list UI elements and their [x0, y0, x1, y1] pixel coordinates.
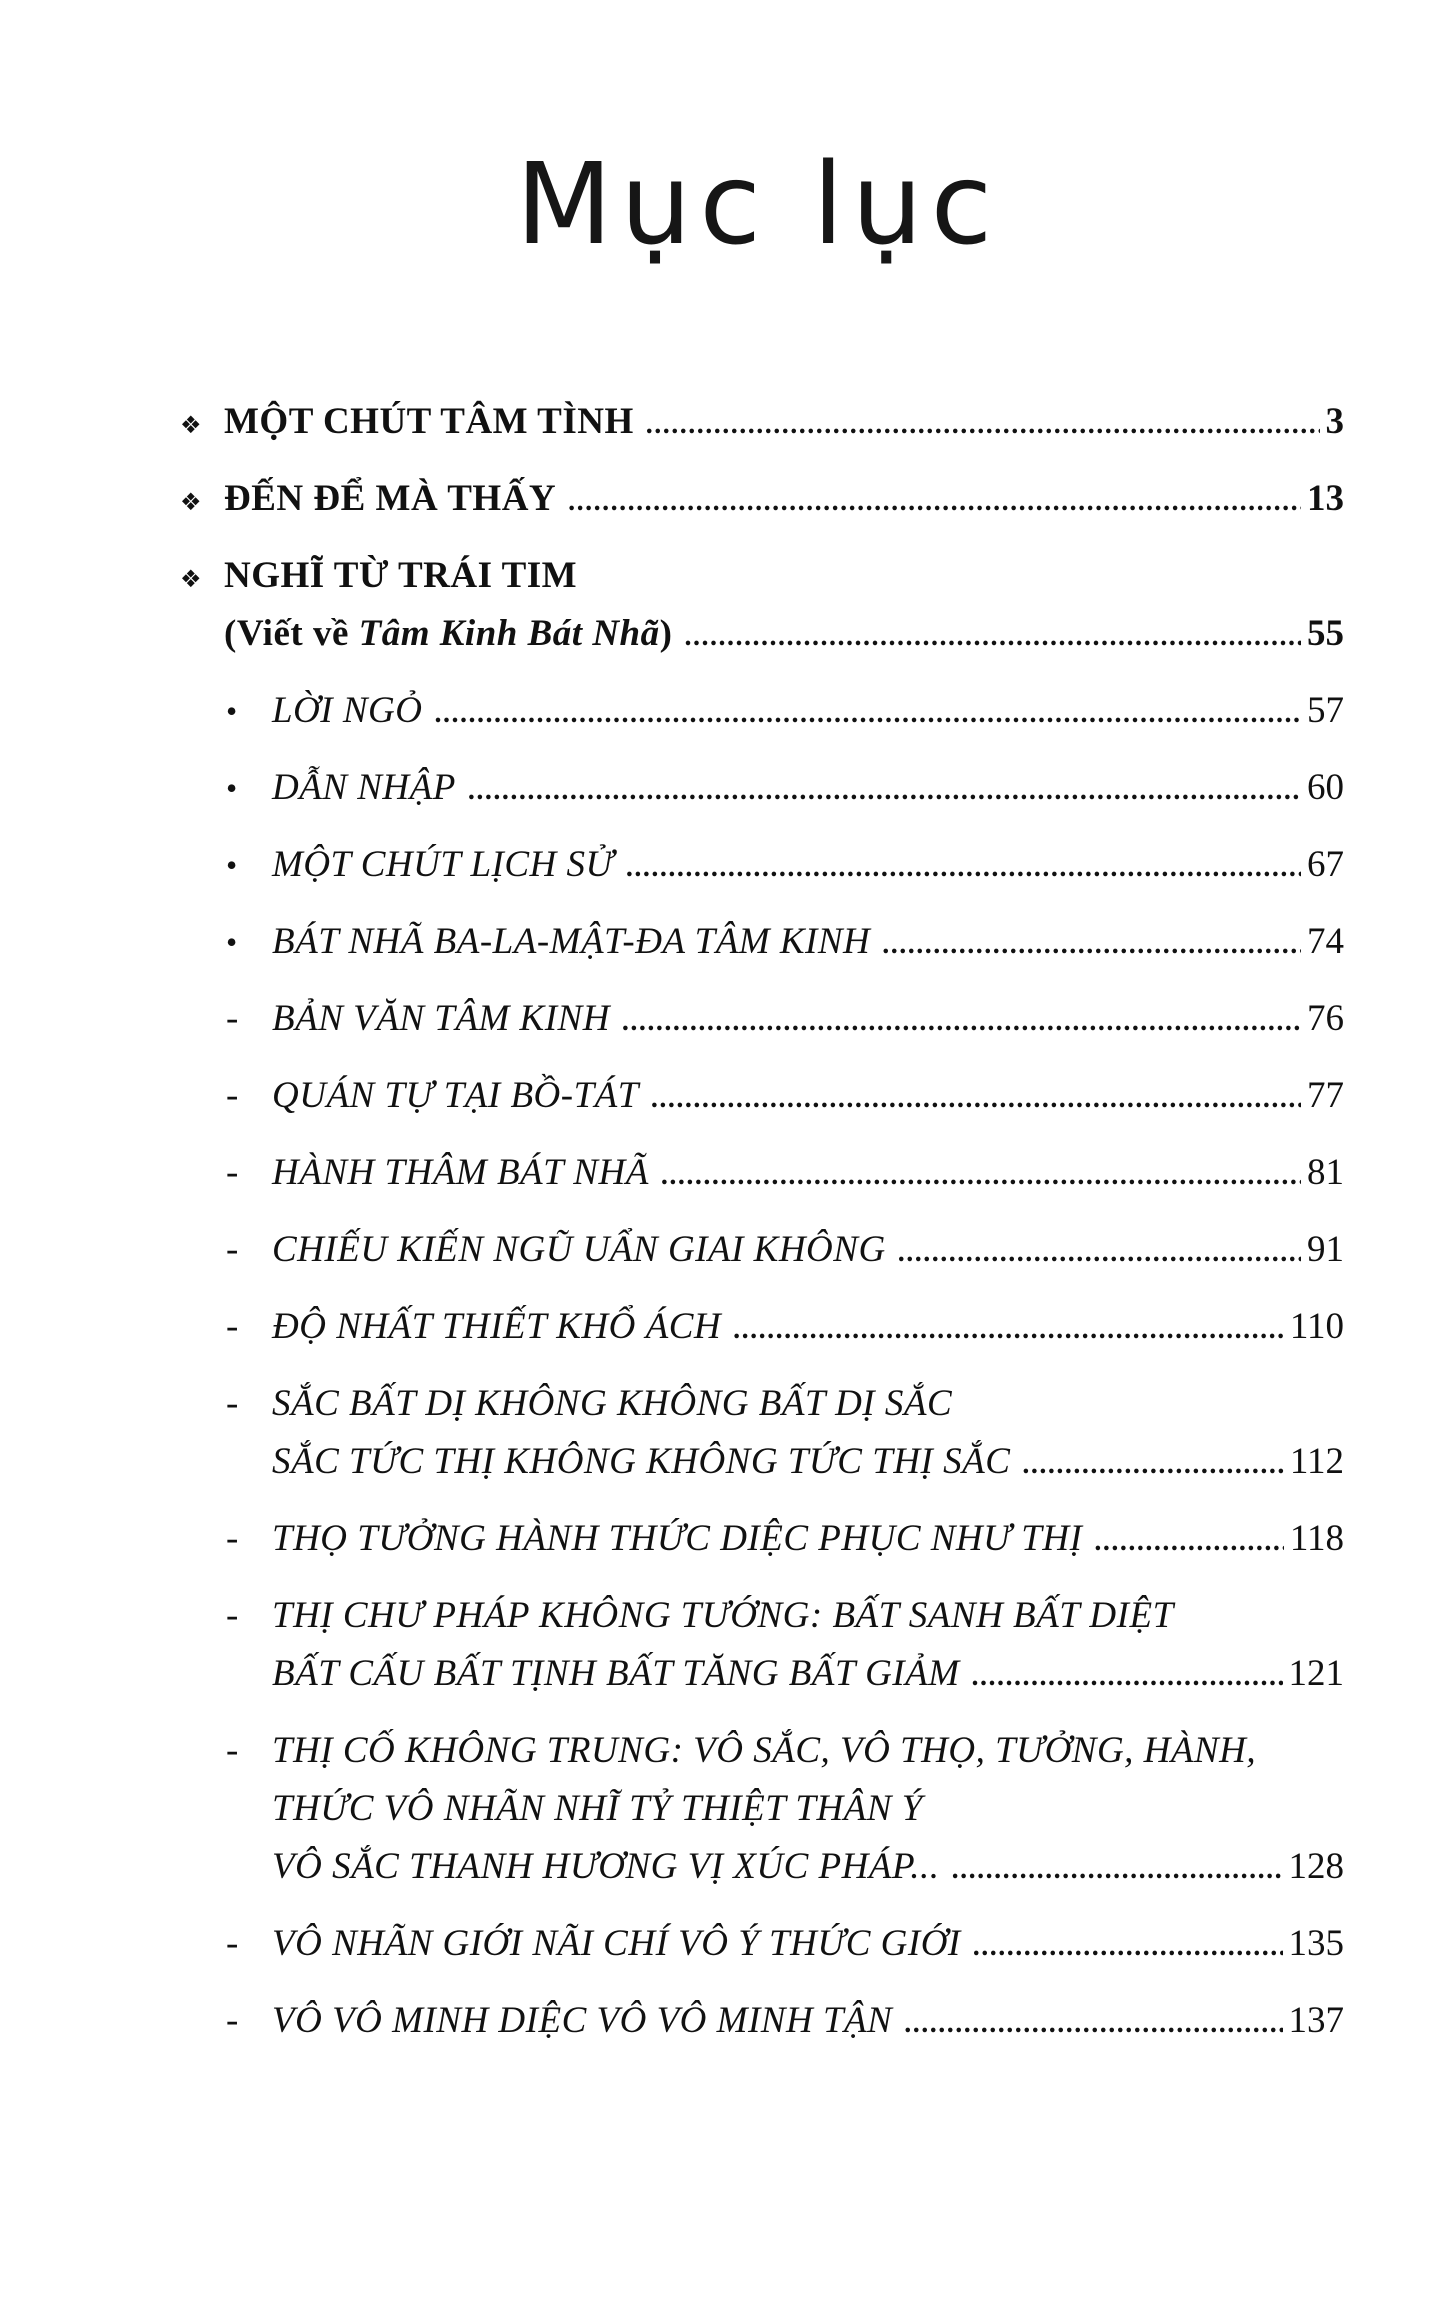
- dash-bullet-icon: -: [226, 1518, 239, 1559]
- dash-bullet-icon: -: [226, 1730, 239, 1771]
- diamond-bullet-icon: ❖: [180, 411, 202, 439]
- entry-label: BẢN VĂN TÂM KINH: [272, 998, 610, 1039]
- toc-entry-line: [180, 1228, 1344, 1286]
- toc-entry-line: [180, 612, 1344, 670]
- entry-label: VÔ NHÃN GIỚI NÃI CHÍ VÔ Ý THỨC GIỚI: [272, 1923, 961, 1964]
- page-number: 121: [1288, 1653, 1344, 1694]
- toc-entry: [180, 1151, 1344, 1209]
- dash-bullet-icon: -: [226, 1383, 239, 1424]
- toc-entry: [180, 1729, 1344, 1903]
- entry-label-prefix: (Viết về: [224, 613, 359, 654]
- dot-leader: [952, 1854, 1283, 1886]
- dot-leader: [468, 775, 1301, 807]
- entry-label: THỨC VÔ NHÃN NHĨ TỶ THIỆT THÂN Ý: [272, 1788, 923, 1829]
- entry-label: THỊ CHƯ PHÁP KHÔNG TƯỚNG: BẤT SANH BẤT DIỆT: [272, 1595, 1174, 1636]
- dot-leader: [622, 1006, 1301, 1038]
- page-number: 81: [1307, 1152, 1344, 1193]
- toc-entry: [180, 554, 1344, 670]
- entry-label: THỌ TƯỞNG HÀNH THỨC DIỆC PHỤC NHƯ THỊ: [272, 1518, 1083, 1559]
- dash-bullet-icon: -: [226, 998, 239, 1039]
- toc-entry: [180, 477, 1344, 535]
- dot-bullet-icon: •: [226, 770, 238, 806]
- page-number: 55: [1307, 613, 1344, 654]
- dot-leader: [1022, 1449, 1283, 1481]
- toc-entry-line: [180, 1922, 1344, 1980]
- entry-label-suffix: ): [659, 613, 673, 654]
- entry-label: BẤT CẤU BẤT TỊNH BẤT TĂNG BẤT GIẢM: [272, 1653, 960, 1694]
- dot-bullet-icon: •: [226, 924, 238, 960]
- toc-entry: [180, 766, 1344, 824]
- entry-label: VÔ VÔ MINH DIỆC VÔ VÔ MINH TẬN: [272, 2000, 893, 2041]
- diamond-bullet-icon: ❖: [180, 565, 202, 593]
- page-number: 137: [1288, 2000, 1344, 2041]
- entry-label: CHIẾU KIẾN NGŨ UẨN GIAI KHÔNG: [272, 1229, 886, 1270]
- dot-leader: [898, 1237, 1301, 1269]
- dot-leader: [684, 621, 1301, 653]
- toc-entry-line: [180, 766, 1344, 824]
- page-number: 110: [1289, 1306, 1344, 1347]
- toc-entry-line: [180, 843, 1344, 901]
- toc-entry: [180, 1382, 1344, 1498]
- dot-leader: [646, 409, 1320, 441]
- toc-entry: [180, 1228, 1344, 1286]
- entry-label: ĐẾN ĐỂ MÀ THẤY: [224, 478, 557, 519]
- dot-leader: [661, 1160, 1301, 1192]
- entry-label: NGHĨ TỪ TRÁI TIM: [224, 555, 578, 596]
- entry-label: MỘT CHÚT LỊCH SỬ: [272, 844, 614, 885]
- toc-entry: [180, 997, 1344, 1055]
- dot-leader: [651, 1083, 1301, 1115]
- dot-leader: [972, 1661, 1283, 1693]
- dot-bullet-icon: •: [226, 847, 238, 883]
- toc-entry-line: [180, 689, 1344, 747]
- dash-bullet-icon: -: [226, 2000, 239, 2041]
- page-number: 3: [1325, 401, 1344, 442]
- page-number: 57: [1307, 690, 1344, 731]
- entry-label: DẪN NHẬP: [272, 767, 456, 808]
- dot-leader: [568, 486, 1301, 518]
- entry-label: SẮC BẤT DỊ KHÔNG KHÔNG BẤT DỊ SẮC: [272, 1383, 953, 1424]
- dot-leader: [973, 1931, 1283, 1963]
- entry-label: HÀNH THÂM BÁT NHÃ: [272, 1152, 649, 1193]
- dash-bullet-icon: -: [226, 1075, 239, 1116]
- page-number: 74: [1307, 921, 1344, 962]
- entry-label: VÔ SẮC THANH HƯƠNG VỊ XÚC PHÁP...: [272, 1846, 940, 1887]
- toc-entry: [180, 1517, 1344, 1575]
- page-number: 128: [1288, 1846, 1344, 1887]
- toc-entry: [180, 1074, 1344, 1132]
- entry-label: BÁT NHÃ BA-LA-MẬT-ĐA TÂM KINH: [272, 921, 871, 962]
- page-number: 76: [1307, 998, 1344, 1039]
- toc-entry: [180, 920, 1344, 978]
- entry-label: THỊ CỐ KHÔNG TRUNG: VÔ SẮC, VÔ THỌ, TƯỞNG, HÀNH,: [272, 1730, 1257, 1771]
- page-number: 118: [1289, 1518, 1344, 1559]
- page-number: 91: [1307, 1229, 1344, 1270]
- toc-entry-line: [180, 1845, 1344, 1903]
- toc-entry-line: [180, 400, 1344, 458]
- dot-leader: [904, 2008, 1282, 2040]
- dash-bullet-icon: -: [226, 1595, 239, 1636]
- toc-entry-line: [180, 1999, 1344, 2057]
- dot-bullet-icon: •: [226, 693, 238, 729]
- page-number: 135: [1288, 1923, 1344, 1964]
- toc-entry-line: [180, 477, 1344, 535]
- toc-entry-line: [180, 1652, 1344, 1710]
- toc-entry-line: [180, 1382, 1344, 1440]
- entry-label: QUÁN TỰ TẠI BỒ-TÁT: [272, 1075, 639, 1116]
- toc-entry-line: [180, 554, 1344, 612]
- dash-bullet-icon: -: [226, 1923, 239, 1964]
- entry-label: LỜI NGỎ: [272, 690, 423, 731]
- entry-label-italic: Tâm Kinh Bát Nhã: [358, 613, 660, 654]
- toc-entry-line: [180, 1151, 1344, 1209]
- page-number: 13: [1307, 478, 1344, 519]
- toc-list: [180, 400, 1344, 2076]
- toc-entry: [180, 400, 1344, 458]
- toc-entry-line: [180, 1440, 1344, 1498]
- entry-label: ĐỘ NHẤT THIẾT KHỔ ÁCH: [272, 1306, 722, 1347]
- toc-entry-line: [180, 1729, 1344, 1787]
- dot-leader: [882, 929, 1301, 961]
- dot-leader: [1094, 1526, 1283, 1558]
- toc-entry-line: [180, 1594, 1344, 1652]
- dot-leader: [733, 1314, 1284, 1346]
- dash-bullet-icon: -: [226, 1229, 239, 1270]
- page-number: 67: [1307, 844, 1344, 885]
- toc-entry: [180, 1999, 1344, 2057]
- toc-entry-line: [180, 1517, 1344, 1575]
- page-number: 112: [1289, 1441, 1344, 1482]
- toc-entry-line: [180, 997, 1344, 1055]
- toc-entry: [180, 1922, 1344, 1980]
- toc-entry-line: [180, 1787, 1344, 1845]
- toc-entry: [180, 1594, 1344, 1710]
- dash-bullet-icon: -: [226, 1152, 239, 1193]
- entry-label: [224, 612, 672, 655]
- dot-leader: [626, 852, 1301, 884]
- page-number: 77: [1307, 1075, 1344, 1116]
- dash-bullet-icon: -: [226, 1306, 239, 1347]
- entry-label: MỘT CHÚT TÂM TÌNH: [224, 401, 634, 442]
- toc-entry: [180, 1305, 1344, 1363]
- toc-entry-line: [180, 920, 1344, 978]
- toc-entry-line: [180, 1074, 1344, 1132]
- toc-entry-line: [180, 1305, 1344, 1363]
- page-title: Mục lục: [515, 140, 1001, 270]
- page-number: 60: [1307, 767, 1344, 808]
- dot-leader: [435, 698, 1302, 730]
- diamond-bullet-icon: ❖: [180, 488, 202, 516]
- toc-entry: [180, 843, 1344, 901]
- toc-entry: [180, 689, 1344, 747]
- entry-label: SẮC TỨC THỊ KHÔNG KHÔNG TỨC THỊ SẮC: [272, 1441, 1011, 1482]
